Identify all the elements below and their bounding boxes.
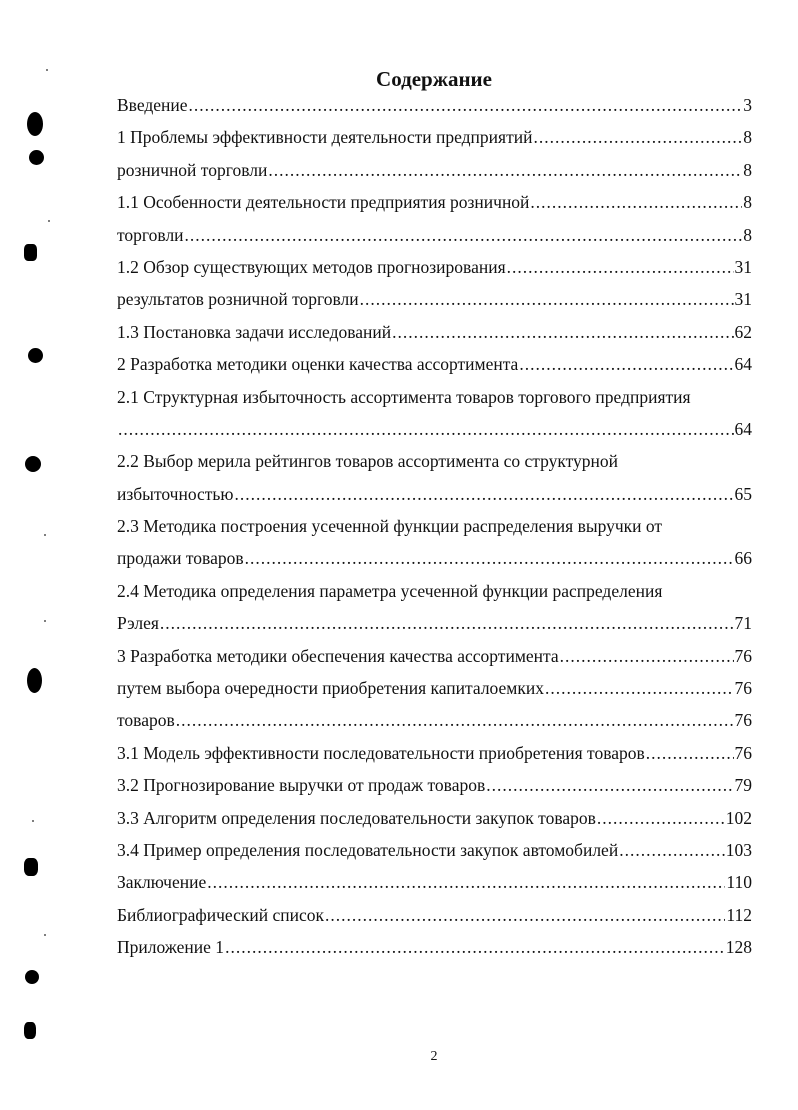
toc-entry bbox=[117, 899, 752, 931]
toc-entry-page: 76 bbox=[734, 710, 752, 731]
toc-leader-dots bbox=[360, 283, 734, 315]
toc-entry-page: 71 bbox=[734, 613, 752, 634]
toc-entry-label: путем выбора очередности приобретения капиталоемких bbox=[117, 678, 544, 699]
toc-leader-dots bbox=[507, 251, 734, 283]
scan-speck bbox=[44, 934, 46, 936]
toc-entry-label: розничной торговли bbox=[117, 159, 268, 180]
page-title: Содержание bbox=[376, 67, 492, 91]
punch-mark bbox=[24, 1022, 36, 1039]
toc-entry-page: 103 bbox=[725, 839, 752, 860]
toc-entry bbox=[117, 445, 752, 477]
toc-entry bbox=[117, 866, 752, 898]
toc-entry bbox=[117, 931, 752, 963]
toc-entry-label: 2.4 Методика определения параметра усеченной функции распределения bbox=[117, 580, 663, 601]
toc-entry-label: 3.1 Модель эффективности последовательности приобретения товаров bbox=[117, 742, 645, 763]
toc-entry-page: 64 bbox=[734, 418, 752, 439]
toc-entry bbox=[117, 510, 752, 542]
scan-speck bbox=[44, 534, 46, 536]
toc-leader-dots bbox=[245, 542, 734, 574]
toc-entry bbox=[117, 802, 752, 834]
toc-entry bbox=[117, 769, 752, 801]
toc-entry-label: 3 Разработка методики обеспечения качества ассортимента bbox=[117, 645, 559, 666]
punch-mark bbox=[24, 858, 38, 876]
toc-entry bbox=[117, 478, 752, 510]
toc-entry bbox=[117, 834, 752, 866]
punch-mark bbox=[28, 348, 43, 363]
toc-entry bbox=[117, 219, 752, 251]
toc-leader-dots bbox=[392, 316, 733, 348]
toc-entry bbox=[117, 251, 752, 283]
toc-entry bbox=[117, 672, 752, 704]
toc-entry-page: 76 bbox=[734, 742, 752, 763]
toc-leader-dots bbox=[189, 89, 743, 121]
toc-entry bbox=[117, 640, 752, 672]
toc-entry-label: 2.2 Выбор мерила рейтингов товаров ассортимента со структурной bbox=[117, 451, 619, 472]
toc-leader-dots bbox=[234, 478, 733, 510]
toc-leader-dots bbox=[185, 219, 743, 251]
toc-entry-page: 110 bbox=[726, 872, 752, 893]
toc-entry-page: 31 bbox=[734, 289, 752, 310]
toc-entry-page: 3 bbox=[743, 95, 752, 115]
toc-entry-page: 62 bbox=[734, 321, 752, 342]
toc-entry-page: 8 bbox=[743, 159, 752, 180]
toc-entry-label: Библиографический список bbox=[117, 904, 325, 925]
toc-leader-dots bbox=[545, 672, 734, 704]
toc-leader-dots bbox=[597, 802, 725, 834]
toc-entry bbox=[117, 542, 752, 574]
toc-entry-page: 76 bbox=[734, 645, 752, 666]
toc-entry bbox=[117, 348, 752, 380]
toc-leader-dots bbox=[530, 186, 742, 218]
toc-entry-label: торговли bbox=[117, 224, 184, 245]
toc-entry-page: 64 bbox=[734, 354, 752, 375]
toc-entry-label: 3.4 Пример определения последовательности закупок автомобилей bbox=[117, 839, 619, 860]
toc-entry-label: избыточностью bbox=[117, 483, 234, 504]
scan-speck bbox=[44, 620, 46, 622]
toc-entry-page: 8 bbox=[743, 127, 752, 148]
toc-leader-dots bbox=[560, 640, 734, 672]
toc-entry bbox=[117, 154, 752, 186]
toc-entry-label: 3.2 Прогнозирование выручки от продаж товаров bbox=[117, 775, 486, 796]
toc-entry-page: 65 bbox=[734, 483, 752, 504]
toc-entry-label: Заключение bbox=[117, 872, 207, 893]
toc-leader-dots bbox=[160, 607, 734, 639]
toc-entry bbox=[117, 607, 752, 639]
toc-entry bbox=[117, 381, 752, 413]
punch-mark bbox=[25, 970, 39, 984]
scan-speck bbox=[32, 820, 34, 822]
toc-leader-dots bbox=[225, 931, 725, 963]
toc-entry bbox=[117, 575, 752, 607]
toc-entry-page: 8 bbox=[743, 192, 752, 213]
toc-entry bbox=[117, 413, 752, 445]
scan-speck bbox=[48, 220, 50, 222]
punch-mark bbox=[25, 456, 41, 472]
toc-entry-page: 102 bbox=[725, 807, 752, 828]
toc-entry bbox=[117, 704, 752, 736]
toc-leader-dots bbox=[519, 348, 733, 380]
toc-entry-label: 2 Разработка методики оценки качества ассортимента bbox=[117, 354, 519, 375]
toc-leader-dots bbox=[207, 866, 725, 898]
toc-leader-dots bbox=[176, 704, 734, 736]
toc-leader-dots bbox=[533, 121, 742, 153]
punch-mark bbox=[27, 112, 43, 136]
toc-entry-label: 1.3 Постановка задачи исследований bbox=[117, 321, 392, 342]
toc-leader-dots bbox=[325, 899, 725, 931]
toc-entry bbox=[117, 316, 752, 348]
toc-entry-label: 2.3 Методика построения усеченной функции распределения выручки от bbox=[117, 516, 663, 537]
toc-entry-label: 1.1 Особенности деятельности предприятия розничной bbox=[117, 192, 530, 213]
toc-entry-label: продажи товаров bbox=[117, 548, 244, 569]
toc-entry-page: 66 bbox=[734, 548, 752, 569]
toc-leader-dots bbox=[486, 769, 733, 801]
toc-entry bbox=[117, 737, 752, 769]
toc-entry-page: 8 bbox=[743, 224, 752, 245]
table-of-contents bbox=[117, 89, 752, 964]
page-number: 2 bbox=[430, 1049, 438, 1064]
punch-mark bbox=[24, 244, 37, 261]
toc-entry-label: Введение bbox=[117, 95, 188, 115]
toc-entry-label: Рэлея bbox=[117, 613, 159, 634]
toc-entry-page: 128 bbox=[725, 937, 752, 958]
toc-entry-page: 31 bbox=[734, 256, 752, 277]
toc-entry-label: Приложение 1 bbox=[117, 937, 225, 958]
toc-leader-dots bbox=[118, 413, 734, 445]
toc-entry-page: 112 bbox=[726, 904, 752, 925]
toc-entry bbox=[117, 121, 752, 153]
toc-leader-dots bbox=[268, 154, 742, 186]
toc-entry bbox=[117, 186, 752, 218]
toc-entry-label: 1.2 Обзор существующих методов прогнозирования bbox=[117, 256, 506, 277]
toc-entry bbox=[117, 89, 752, 121]
toc-entry-label: результатов розничной торговли bbox=[117, 289, 359, 310]
punch-mark bbox=[27, 668, 42, 693]
toc-entry-label: товаров bbox=[117, 710, 175, 731]
toc-entry-label: 2.1 Структурная избыточность ассортимента товаров торгового предприятия bbox=[117, 386, 691, 407]
punch-mark bbox=[29, 150, 44, 165]
toc-entry-label: 1 Проблемы эффективности деятельности предприятий bbox=[117, 127, 533, 148]
toc-entry-page: 79 bbox=[734, 775, 752, 796]
toc-entry-label: 3.3 Алгоритм определения последовательности закупок товаров bbox=[117, 807, 596, 828]
toc-entry-page: 76 bbox=[734, 678, 752, 699]
toc-entry bbox=[117, 283, 752, 315]
toc-leader-dots bbox=[619, 834, 725, 866]
toc-leader-dots bbox=[646, 737, 734, 769]
